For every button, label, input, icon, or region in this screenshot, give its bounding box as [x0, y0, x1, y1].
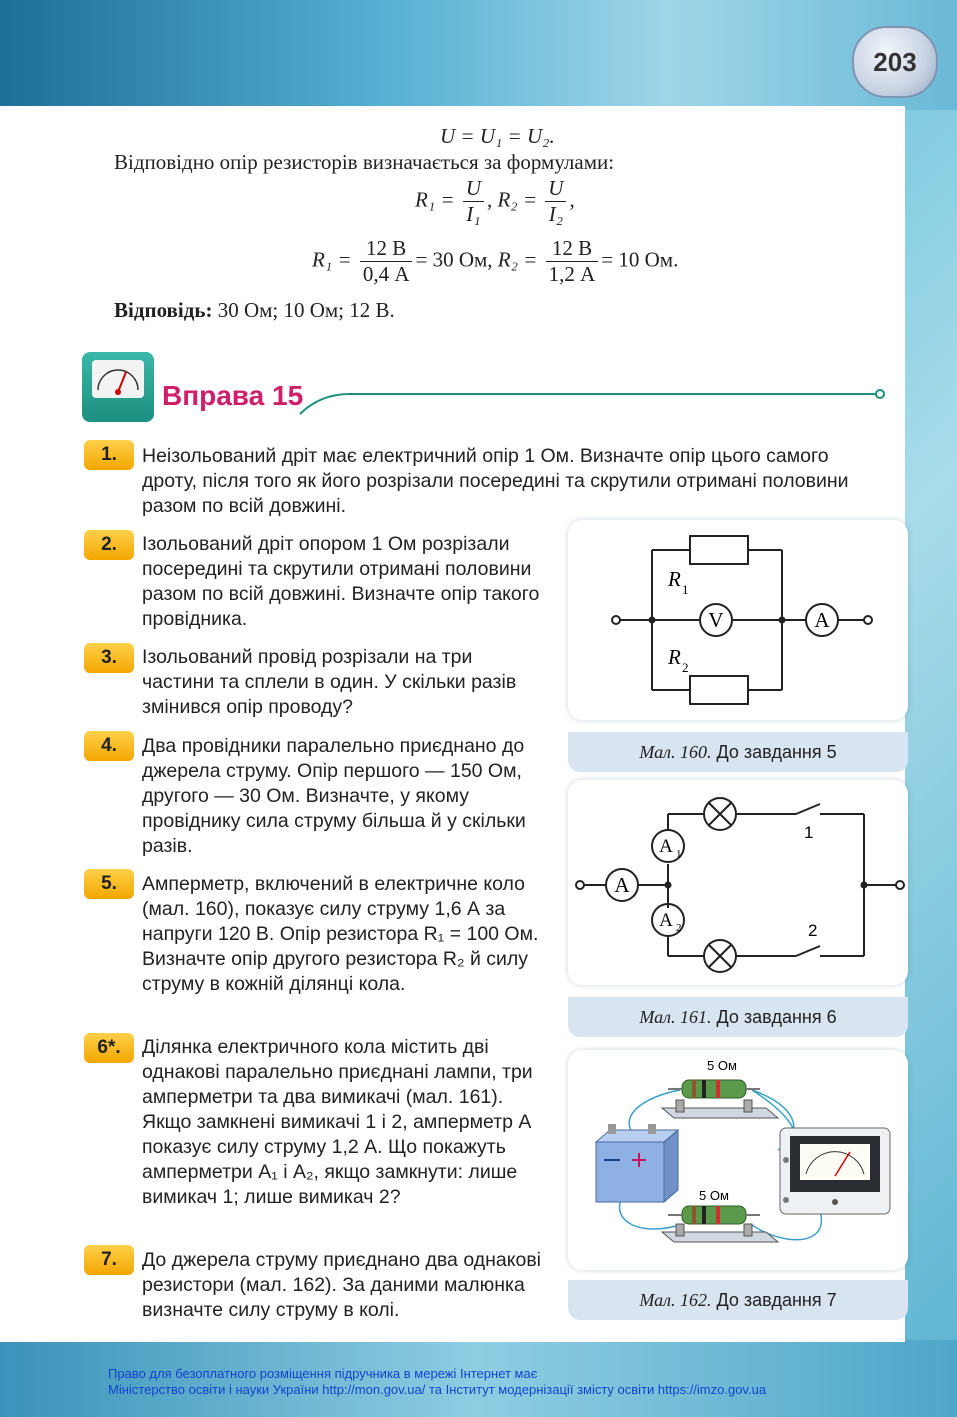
- formula-r-definitions: R₁ = $\frac{U}{\text{I₁}}$ , R₂ = $\frac{U}{\text{I₂}}$ ,: [415, 176, 575, 226]
- formula-voltage: U = U₁ = U₂.: [440, 124, 555, 148]
- caption-161: Мал. 161. До завдання 6: [568, 997, 908, 1037]
- ammeter-a1-sub: 1: [676, 848, 682, 860]
- switch-1-label: 1: [804, 823, 814, 842]
- ammeter-a2-label: A: [659, 910, 673, 931]
- resistor-top-label: 5 Ом: [707, 1058, 737, 1073]
- formula-r-values: R₁ = $\frac{12 В}{0,4 А}$ = 30 Ом, R₂ = $\frac{12 В}{1,2 А}$ = 10 Ом.: [312, 236, 679, 286]
- formula-intro-text: Відповідно опір резисторів визначається за формулами:: [114, 150, 615, 174]
- ammeter-a-label: A: [614, 873, 630, 897]
- switch-2-label: 2: [808, 921, 818, 940]
- answer-line: [114, 298, 395, 323]
- voltmeter-label: V: [708, 608, 724, 632]
- meter-icon: [82, 352, 154, 422]
- r2-sub: 2: [682, 660, 689, 675]
- footer-notice: [108, 1366, 766, 1398]
- footer-line-1: Право для безоплатного розміщення підручника в мережі Інтернет має: [108, 1366, 538, 1381]
- circuit-161-diagram: [568, 780, 908, 985]
- exercise-title: Вправа 15: [162, 380, 304, 411]
- r2-label: R: [668, 645, 681, 669]
- task-text-3: Ізольований провід розрізали на три частини та сплели в один. У скільки разів змінився опір проводу?: [142, 646, 517, 718]
- task-number-1: 1.: [84, 440, 134, 470]
- resistor-bottom-label: 5 Ом: [699, 1188, 729, 1203]
- task-text-5: Амперметр, включений в електричне коло (мал. 160), показує силу струму 1,6 А за напруги 120 В. Опір резистора R₁ = 100 Ом. Визначте опір другого резистора R₂ й силу струму в кожній ділянці кола.: [142, 873, 539, 995]
- ammeter-label: A: [814, 608, 830, 632]
- ammeter-a2-sub: 2: [676, 922, 682, 934]
- task-text-6: Ділянка електричного кола містить дві однакові паралельно приєднані лампи, три амперметри та два вимикачі (мал. 161). Якщо замкнені вимикачі 1 і 2, амперметр A показує силу струму 1,2 А. Що покажуть амперметри A₁ і A₂, якщо замкнути: лише вимикач 1; лише вимикач 2?: [142, 1036, 533, 1208]
- task-text-7: До джерела струму приєднано два однакові резистори (мал. 162). За даними малюнка визначте силу струму в колі.: [142, 1249, 542, 1321]
- page-number: 203: [852, 26, 938, 98]
- circuit-162-illustration: [568, 1050, 908, 1270]
- figure-160: [568, 520, 908, 720]
- answer-label: Відповідь:: [114, 298, 213, 322]
- r1-sub: 1: [682, 582, 689, 597]
- caption-160: Мал. 160. До завдання 5: [568, 732, 908, 772]
- r1-label: R: [668, 567, 681, 591]
- task-text-4: Два провідники паралельно приєднано до джерела струму. Опір першого — 150 Ом, другого — 30 Ом. Визначте, у якому провіднику сила струму більша й у скільки разів.: [142, 735, 526, 857]
- task-number-5: 5.: [84, 869, 134, 899]
- figure-162: [568, 1050, 908, 1270]
- task-number-3: 3.: [84, 643, 134, 673]
- circuit-160-diagram: [568, 520, 908, 720]
- task-number-7: 7.: [84, 1245, 134, 1275]
- task-number-6: 6*.: [84, 1033, 134, 1063]
- answer-text: 30 Ом; 10 Ом; 12 В.: [212, 298, 395, 322]
- caption-162: Мал. 162. До завдання 7: [568, 1280, 908, 1320]
- footer-line-2[interactable]: Міністерство освіти і науки України http://mon.gov.ua/ та Інститут модернізації змісту освіти https://imzo.gov.ua: [108, 1382, 767, 1397]
- ammeter-a1-label: A: [659, 836, 673, 857]
- figure-161: [568, 780, 908, 985]
- task-text-2: Ізольований дріт опором 1 Ом розрізали посередині та скрутили отримані половини разом по всій довжині. Визначте опір такого провідника.: [142, 533, 540, 630]
- task-number-2: 2.: [84, 530, 134, 560]
- task-number-4: 4.: [84, 731, 134, 761]
- top-background: [0, 0, 957, 110]
- task-text-1: Неізольований дріт має електричний опір 1 Ом. Визначте опір цього самого дроту, після того як його розрізали посередині та скрутили отримані половини разом по всій довжині.: [142, 445, 849, 517]
